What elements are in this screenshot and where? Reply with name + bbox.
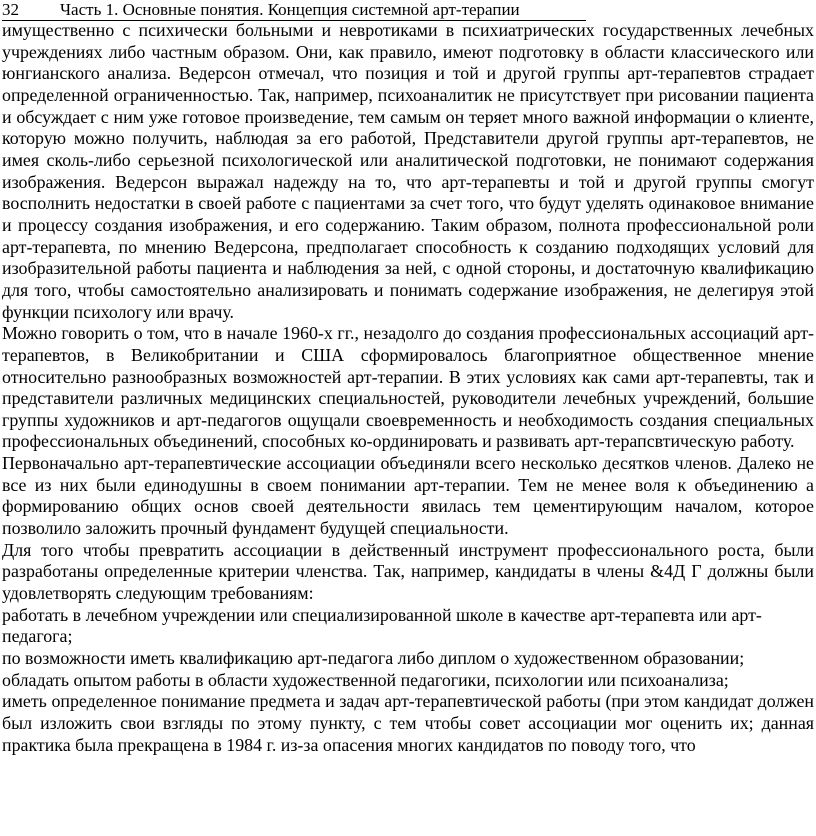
requirement-item: по возможности иметь квалификацию арт-педагога либо диплом о художественном образовании;	[2, 648, 745, 669]
requirement-item: обладать опытом работы в области художественной педагогики, психологии или психоанализа;	[2, 669, 729, 690]
requirement-item: иметь определенное понимание предмета и задач арт-терапевтической работы (при этом кандидат должен был изложить свои взгляды по этому пункту, с тем чтобы совет ассоциации мог оценить их; данная практика была прекращена в 1984 г. из-за опасения многих кандидатов по поводу того, что	[2, 691, 814, 755]
requirement-item: работать в лечебном учреждении или специализированной школе в качестве арт-терапевта или арт-педагога;	[2, 604, 762, 647]
paragraph: Для того чтобы превратить ассоциации в действенный инструмент профессионального роста, были разработаны определенные критерии членства. Так, например, кандидаты в члены &4Д Г должны были удовлетворять следующим требованиям:	[2, 539, 814, 604]
running-title: Часть 1. Основные понятия. Концепция системной арт-терапии	[60, 0, 520, 19]
paragraph: Первоначально арт-терапевтические ассоциации объединяли всего несколько десятков членов. Далеко не все из них были единодушны в своем понимании арт-терапии. Тем не менее воля к объединению а формированию общих основ своей деятельности явилась тем цементирующим началом, которое позволило заложить прочный фундамент будущей специальности.	[2, 453, 814, 539]
paragraph: имущественно с психически больными и невротиками в психиатрических государственных лечебных учреждениях либо частным образом. Они, как правило, имеют подготовку в области классического или юнгианского анализа. Ведерсон отмечал, что позиция и той и другой группы арт-терапевтов страдает определенной ограниченностью. Так, например, психоаналитик не присутствует при рисовании пациента и обсуждает с ним уже готовое произведение, тем самым он теряет много важной информации о клиенте, которую можно получить, наблюдая за его работой, Представители другой группы арт-терапевтов, не имея сколь-либо серьезной психологической или аналитической подготовки, не понимают содержания изображения. Ведерсон выражал надежду на то, что арт-терапевты и той и другой группы смогут восполнить недостатки в своей работе с пациентами за счет того, что будут уделять одинаковое внимание и процессу создания изображения, и его содержанию. Таким образом, полнота профессиональной роли арт-терапевта, по мнению Ведерсона, предполагает способность к созданию подходящих условий для изобразительной работы пациента и наблюдения за ней, с одной стороны, и достаточную квалификацию для того, чтобы самостоятельно анализировать и понимать содержание изображения, не делегируя этой функции психологу или врачу.	[2, 20, 814, 322]
page-body	[2, 20, 814, 756]
running-header	[2, 0, 586, 21]
page-number: 32	[2, 0, 19, 19]
paragraph: Можно говорить о том, что в начале 1960-х гг., незадолго до создания профессиональных ассоциаций арт-терапевтов, в Великобритании и США сформировалось благоприятное общественное мнение относительно разнообразных возможностей арт-терапии. В этих условиях как сами арт-терапевты, так и представители различных медицинских специальностей, руководители лечебных учреждений, большие группы художников и арт-педагогов ощущали своевременность и необходимость создания специальных профессиональных объединений, способных ко-ординировать и развивать арт-терапсвтическую работу.	[2, 323, 814, 452]
